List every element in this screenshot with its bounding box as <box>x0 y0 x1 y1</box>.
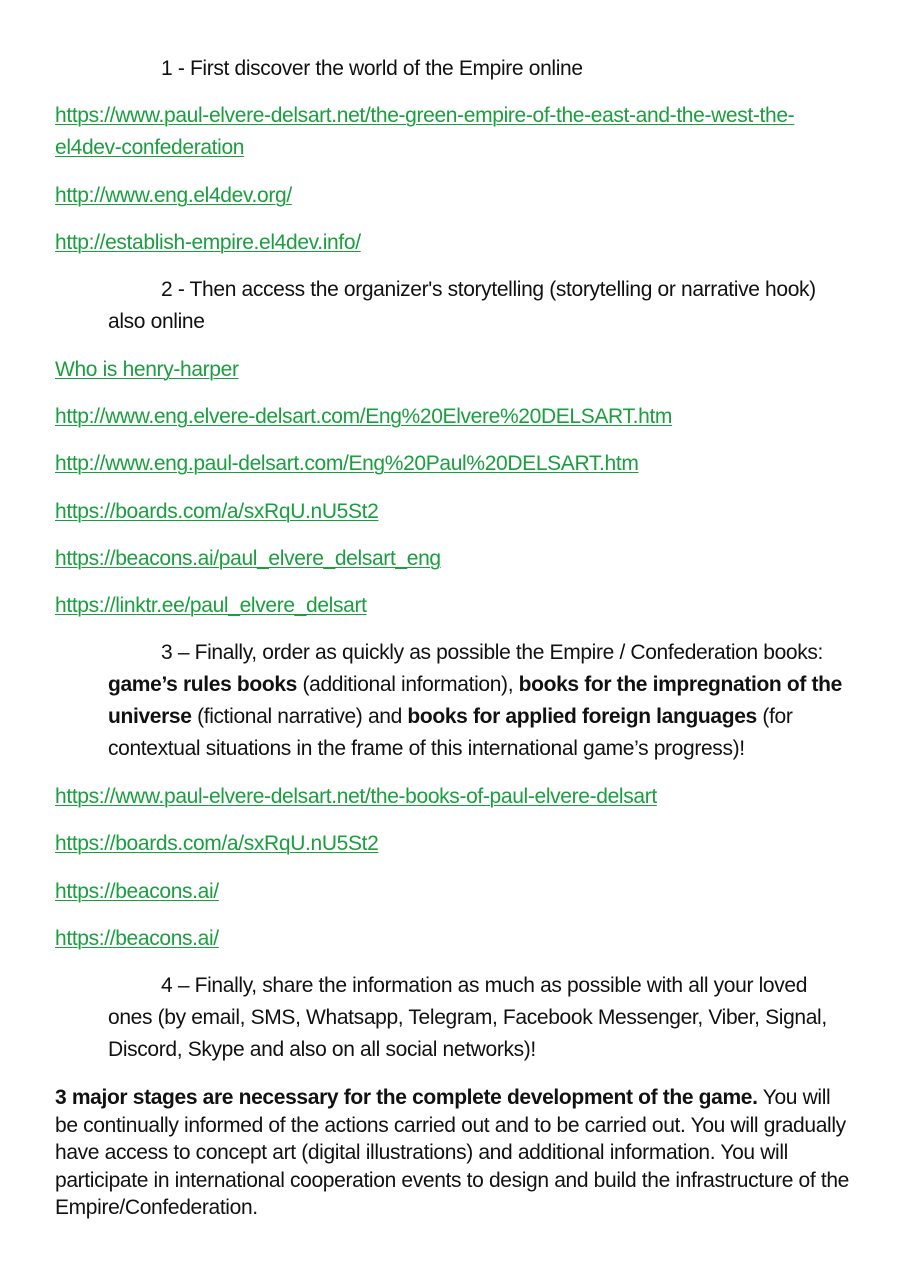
step-3-line-1: 3 – Finally, order as quickly as possible the Empire / Confederation books: <box>161 641 824 664</box>
step-1-text: 1 - First discover the world of the Empire online <box>161 57 583 80</box>
link-boards-1[interactable]: https://boards.com/a/sxRqU.nU5St2 <box>55 500 379 523</box>
link-establish-empire[interactable]: http://establish-empire.el4dev.info/ <box>55 231 361 254</box>
link-elvere-delsart[interactable]: http://www.eng.elvere-delsart.com/Eng%20Elvere%20DELSART.htm <box>55 405 673 428</box>
closing-text: You will be continually informed of the actions carried out and to be carried out. You will gradually have access to concept art (digital illustrations) and additional information. You will participate in international cooperation events to design and build the infrastructure of the Empire/Confederation. <box>55 1086 849 1219</box>
step-3-line-3 <box>108 701 868 733</box>
step-4-line-3: Discord, Skype and also on all social networks)! <box>108 1038 536 1061</box>
step-3-bold-impregnation: books for the impregnation of the <box>518 673 842 696</box>
step-1-heading <box>108 53 868 85</box>
link-linktree[interactable]: https://linktr.ee/paul_elvere_delsart <box>55 594 367 617</box>
step-3-text-1: (additional information), <box>297 673 519 696</box>
link-boards-2[interactable]: https://boards.com/a/sxRqU.nU5St2 <box>55 832 379 855</box>
link-green-empire[interactable] <box>55 100 835 164</box>
step-3-line-4: contextual situations in the frame of this international game’s progress)! <box>108 737 745 760</box>
link-green-empire-text: https://www.paul-elvere-delsart.net/the-green-empire-of-the-east-and-the-west-the-el4dev-confederation <box>55 104 795 159</box>
step-3-bold-universe: universe <box>108 705 192 728</box>
step-2-line-2: also online <box>108 310 205 333</box>
step-2-line-1: 2 - Then access the organizer's storytelling (storytelling or narrative hook) <box>161 278 816 301</box>
step-3-line-2 <box>108 669 868 701</box>
link-beacons-eng[interactable]: https://beacons.ai/paul_elvere_delsart_eng <box>55 547 441 570</box>
link-beacons-2[interactable]: https://beacons.ai/ <box>55 927 219 950</box>
step-2-heading <box>108 274 868 338</box>
link-beacons-1[interactable]: https://beacons.ai/ <box>55 880 219 903</box>
link-books[interactable]: https://www.paul-elvere-delsart.net/the-books-of-paul-elvere-delsart <box>55 785 657 808</box>
step-4-heading <box>108 970 868 1066</box>
link-eng-el4dev[interactable]: http://www.eng.el4dev.org/ <box>55 184 292 207</box>
step-4-line-2: ones (by email, SMS, Whatsapp, Telegram, Facebook Messenger, Viber, Signal, <box>108 1006 827 1029</box>
closing-bold: 3 major stages are necessary for the complete development of the game. <box>55 1086 758 1109</box>
link-paul-delsart[interactable]: http://www.eng.paul-delsart.com/Eng%20Paul%20DELSART.htm <box>55 452 639 475</box>
step-3-bold-rules-books: game’s rules books <box>108 673 297 696</box>
step-3-text-2: (fictional narrative) and <box>191 705 408 728</box>
step-3-heading <box>108 637 868 765</box>
step-3-bold-languages: books for applied foreign languages <box>407 705 757 728</box>
closing-paragraph <box>55 1084 855 1222</box>
link-who-is-henry-harper[interactable]: Who is henry-harper <box>55 358 239 381</box>
step-4-line-1: 4 – Finally, share the information as much as possible with all your loved <box>161 974 808 997</box>
step-3-text-3: (for <box>756 705 793 728</box>
